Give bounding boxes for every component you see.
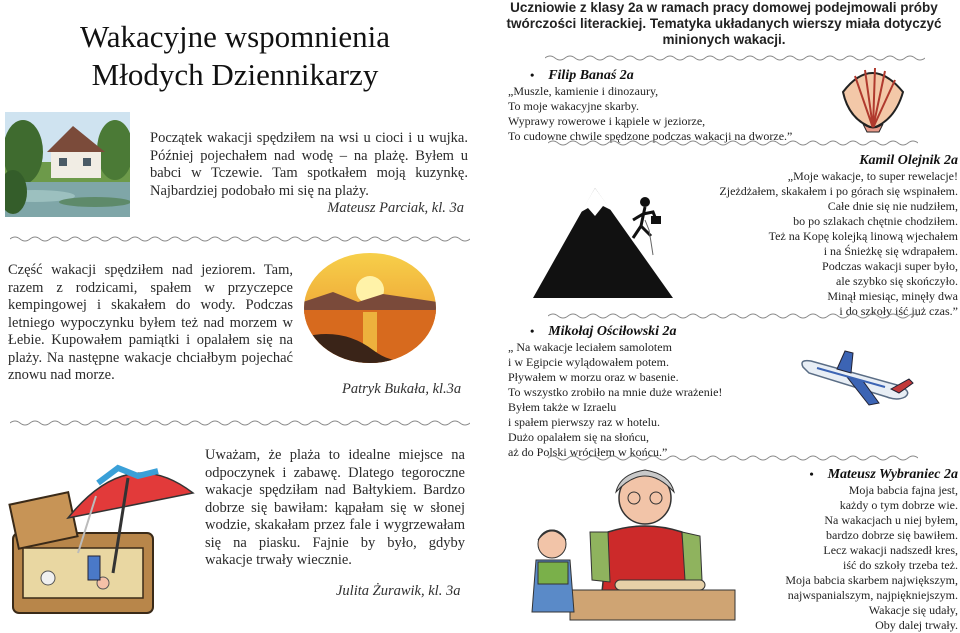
title-line-1: Wakacyjne wspomnienia bbox=[80, 19, 390, 54]
poem-line: Dużo opalałem się na słońcu, bbox=[508, 430, 649, 444]
poem-line: To cudowne chwile spędzone podczas wakacji na dworze.” bbox=[508, 129, 793, 143]
wavy-divider bbox=[545, 55, 925, 61]
poem-author: Kamil Olejnik 2a bbox=[859, 153, 958, 168]
sunset-image bbox=[303, 252, 438, 364]
poem-line: Lecz wakacji nadszedł kres, bbox=[823, 543, 958, 557]
poem-line: aż do Polski wróciłem w końcu.” bbox=[508, 445, 668, 459]
poems-intro: Uczniowie z klasy 2a w ramach pracy domowej podejmowali próby twórczości literackiej. Tematyka układanych wierszy miała dotyczyć minionych wakacji. bbox=[506, 0, 942, 47]
poem-line: Podczas wakacji super było, bbox=[822, 259, 958, 273]
poem-line: Moja babcia fajna jest, bbox=[848, 483, 958, 497]
beach-suitcase-image bbox=[8, 438, 198, 623]
poem-author: Mateusz Wybraniec 2a bbox=[827, 467, 958, 482]
poem-line: „Muszle, kamienie i dinozaury, bbox=[508, 84, 659, 98]
poem-line: Zjeżdżałem, skakałem i po górach się wspinałem. bbox=[719, 184, 958, 198]
wavy-divider bbox=[10, 236, 470, 242]
poem-filip bbox=[508, 67, 808, 144]
mountain-climber-image bbox=[533, 160, 693, 300]
wavy-divider bbox=[548, 313, 918, 319]
airplane-image bbox=[797, 345, 917, 410]
poem-line: bo po szlakach chętnie chodziłem. bbox=[793, 214, 958, 228]
poem-line: najwspanialszym, najpiękniejszym. bbox=[787, 588, 958, 602]
article-3-signature: Julita Żurawik, kl. 3a bbox=[336, 583, 461, 599]
poem-line: i do szkoły iść już czas.” bbox=[839, 304, 958, 318]
poem-author: Filip Banaś 2a bbox=[548, 68, 634, 83]
country-house-image bbox=[5, 112, 130, 217]
poem-line: Moja babcia skarbem największym, bbox=[785, 573, 958, 587]
article-2 bbox=[8, 262, 293, 385]
title-line-2: Młodych Dziennikarzy bbox=[91, 57, 379, 92]
article-1 bbox=[150, 130, 468, 218]
bullet-icon: • bbox=[530, 68, 535, 82]
poem-line: Minął miesiąc, minęły dwa bbox=[827, 289, 958, 303]
poem-line: Na wakacjach u niej byłem, bbox=[824, 513, 958, 527]
poem-line: To moje wakacyjne skarby. bbox=[508, 99, 640, 113]
bullet-icon: • bbox=[809, 467, 814, 481]
article-1-signature: Mateusz Parciak, kl. 3a bbox=[327, 200, 464, 216]
poem-line: „Moje wakacje, to super rewelacje! bbox=[787, 169, 958, 183]
poem-line: i spałem pierwszy raz w hotelu. bbox=[508, 415, 660, 429]
article-2-text: Część wakacji spędziłem nad jeziorem. Tam, razem z rodzicami, spałem w przyczepce kempingowej i skakałem do wody. Podczas letniego wypoczynku byłem też nad morzem w Łebie. Kupowałem pamiątki i opalałem się na plaży. Na następne wakacje chciałbym pojechać znowu nad morze. bbox=[8, 262, 293, 383]
poem-mateusz bbox=[750, 466, 958, 633]
article-2-signature: Patryk Bukała, kl.3a bbox=[342, 381, 462, 397]
article-3-text: Uważam, że plaża to idealne miejsce na odpoczynek i zabawę. Dlatego tegoroczne wakacje spędziłam nad Bałtykiem. Bardzo dobrze się bawiłam: kąpałam się w słonej wodzie, skakałam przez fale i wygrzewałam się na piasku. Fajnie by było, gdyby wakacje trwały wiecznie. bbox=[205, 447, 465, 568]
poem-line: Oby dalej trwały. bbox=[875, 618, 958, 632]
poem-line: Byłem także w Izraelu bbox=[508, 400, 617, 414]
bullet-icon: • bbox=[530, 324, 535, 338]
poem-author: Mikołaj Ościłowski 2a bbox=[548, 324, 677, 339]
poem-line: To wszystko zrobiło na mnie duże wrażenie! bbox=[508, 385, 723, 399]
poem-line: „ Na wakacje leciałem samolotem bbox=[508, 340, 672, 354]
seashell-image bbox=[835, 62, 910, 134]
poem-line: iść do szkoły trzeba też. bbox=[843, 558, 958, 572]
poem-line: i w Egipcie wylądowałem potem. bbox=[508, 355, 669, 369]
poem-mikolaj bbox=[508, 323, 778, 460]
grandma-baking-image bbox=[530, 462, 755, 622]
poem-line: każdy o tym dobrze wie. bbox=[839, 498, 958, 512]
poem-kamil bbox=[690, 153, 958, 319]
poem-line: Wakacje się udały, bbox=[868, 603, 958, 617]
article-3 bbox=[205, 447, 465, 570]
poem-line: Całe dnie się nie nudziłem, bbox=[827, 199, 958, 213]
wavy-divider bbox=[548, 455, 918, 461]
poem-line: bardzo dobrze się bawiłem. bbox=[826, 528, 958, 542]
poem-line: i na Śnieżkę się wdrapałem. bbox=[823, 244, 958, 258]
poem-line: Wyprawy rowerowe i kąpiele w jeziorze, bbox=[508, 114, 706, 128]
poem-line: ale szybko się skończyło. bbox=[836, 274, 958, 288]
poem-line: Też na Kopę kolejką linową wjechałem bbox=[768, 229, 958, 243]
article-1-text: Początek wakacji spędziłem na wsi u cioci i u wujka. Później pojechałem nad wodę – na plażę. Byłem u babci w Tczewie. Tam spotkałem moją kuzynkę. Najbardziej podobało mi się na plaży. bbox=[150, 130, 468, 199]
page-title bbox=[30, 18, 440, 94]
wavy-divider bbox=[10, 420, 470, 426]
wavy-divider bbox=[548, 140, 918, 146]
poem-line: Pływałem w morzu oraz w basenie. bbox=[508, 370, 679, 384]
